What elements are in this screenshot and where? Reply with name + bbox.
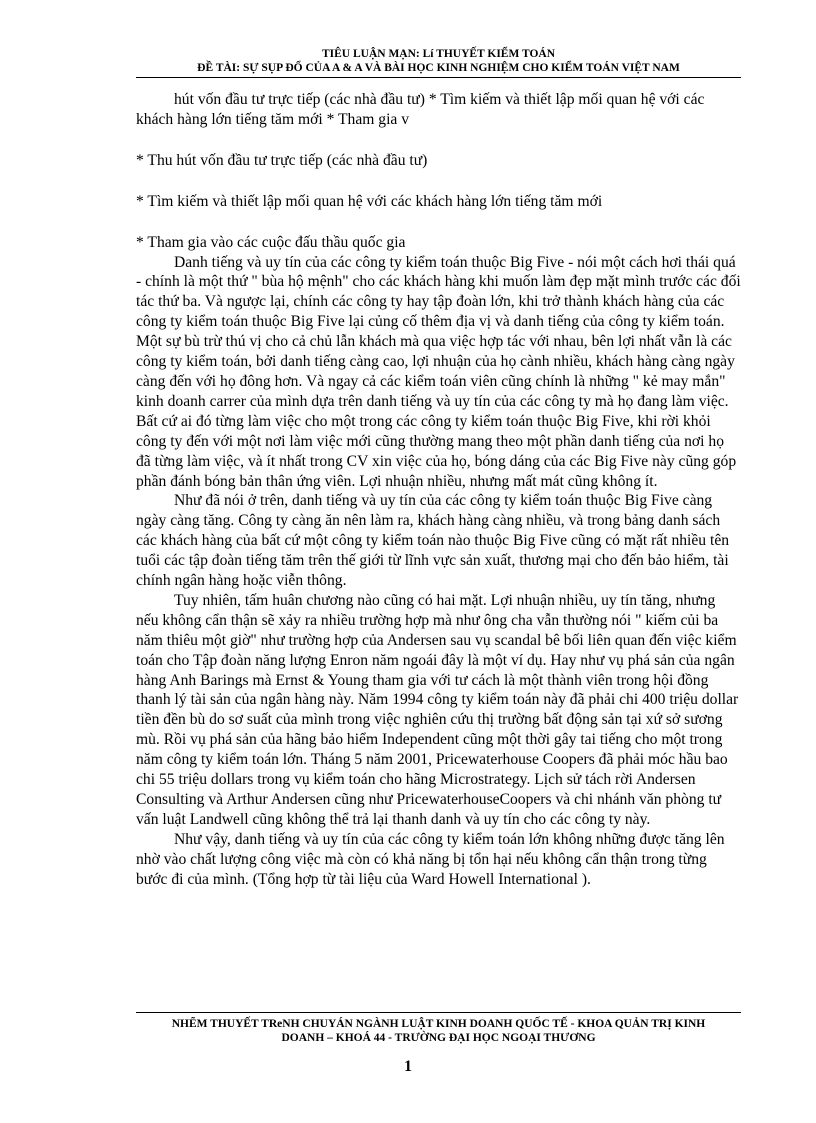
bullet-attract-investment: * Thu hút vốn đầu tư trực tiếp (các nhà đầu tư)	[136, 151, 428, 169]
paragraph-growth: Như đã nói ở trên, danh tiếng và uy tín của các công ty kiểm toán thuộc Big Five càng ngày càng tăng. Công ty càng ăn nên làm ra, khách hàng càng nhiều, và trong bảng danh sách các khách hàng của bất cứ một công ty kiểm toán nào thuộc Big Five cũng có mặt rất nhiều tên tuổi các tập đoàn tiếng tăm trên thế giới từ lĩnh vực sản xuất, thương mại cho đến bảo hiểm, tài chính ngân hàng hoặc viễn thông.	[136, 492, 730, 590]
paragraph-conclusion: Như vậy, danh tiếng và uy tín của các công ty kiểm toán lớn không những được tăng lên nhờ vào chất lượng công việc mà còn có khả năng bị tổn hại nếu không cẩn thận trong từng bước đi của mình. (Tổng hợp từ tài liệu của Ward Howell International ).	[136, 830, 725, 888]
page-header	[136, 47, 741, 78]
page-number: 1	[404, 1058, 412, 1075]
document-body	[136, 90, 741, 890]
footer-rule	[136, 1012, 741, 1013]
bullet-find-clients: * Tìm kiếm và thiết lập mối quan hệ với các khách hàng lớn tiếng tăm mới	[136, 192, 603, 210]
page-footer	[136, 1012, 741, 1045]
bullet-bidding: * Tham gia vào các cuộc đấu thầu quốc gia	[136, 233, 406, 251]
paragraph-risks: Tuy nhiên, tấm huân chương nào cũng có hai mặt. Lợi nhuận nhiều, uy tín tăng, nhưng nếu không cẩn thận sẽ xảy ra nhiều trường hợp mà như ông cha vẫn thường nói " kiếm củi ba năm thiêu một giờ" như trường hợp của Andersen sau vụ scandal bê bối liên quan đến việc kiểm toán cho Tập đoàn năng lượng Enron năm ngoái đây là một ví dụ. Hay như vụ phá sản của ngân hàng Anh Barings mà Ernst & Young tham gia với tư cách là một thành viên trong hội đồng thanh lý tài sản của ngân hàng này. Năm 1994 công ty kiểm toán này đã phải chi 400 triệu dollar tiền đền bù do sơ suất của mình trong việc nghiên cứu thị trường bất động sản tại xứ sở sương mù. Rồi vụ phá sản của hãng bảo hiểm Independent cũng một thời gây tai tiếng cho một trong năm công ty kiểm toán lớn. Tháng 5 năm 2001, Pricewaterhouse Coopers đã phải móc hầu bao chi 55 triệu dollars trong vụ kiểm toán cho hãng Microstrategy. Lịch sử tách rời Andersen Consulting và Arthur Andersen cũng như PricewaterhouseCoopers và chi nhánh văn phòng tư vấn luật Landwell cũng không thể trả lại thanh danh và uy tín cho các công ty này.	[136, 591, 739, 828]
footer-line-2: DOANH – KHOÁ 44 - TRƯỜNG ĐẠI HỌC NGOẠI THƯƠNG	[281, 1032, 596, 1044]
footer-line-1: NHẼM THUYẾT TReNH CHUYÁN NGÀNH LUẬT KINH DOANH QUỐC TẾ - KHOA QUẢN TRỊ KINH	[171, 1018, 706, 1030]
intro-paragraph: hút vốn đầu tư trực tiếp (các nhà đầu tư) * Tìm kiếm và thiết lập mối quan hệ với các khách hàng lớn tiếng tăm mới * Tham gia v	[136, 91, 705, 128]
header-title-line: TIÊU LUẬN MẠN: Lí THUYẾT KIỂM TOÁN	[321, 48, 556, 60]
header-topic-line: ĐỀ TÀI: SỰ SỤP ĐỔ CỦA A & A VÀ BÀI HỌC KINH NGHIỆM CHO KIỂM TOÁN VIỆT NAM	[197, 62, 680, 74]
header-rule	[136, 77, 741, 78]
paragraph-reputation: Danh tiếng và uy tín của các công ty kiểm toán thuộc Big Five - nói một cách hơi thái quá - chính là một thứ " bùa hộ mệnh" cho các khách hàng khi muốn làm đẹp mặt mình trước các đối tác thứ ba. Và ngược lại, chính các công ty hay tập đoàn lớn, khi trở thành khách hàng của các công ty kiểm toán thuộc Big Five lại củng cố thêm địa vị và danh tiếng của công ty kiểm toán. Một sự bù trừ thú vị cho cả chủ lẫn khách mà qua việc hợp tác với nhau, bên lợi nhất vẫn là các công ty kiểm toán, bởi danh tiếng càng cao, lợi nhuận của họ cành nhiều, khách hàng càng ngày càng đến với họ đông hơn. Và ngay cả các kiểm toán viên cũng chính là những " kẻ may mắn" kinh doanh carrer của mình dựa trên danh tiếng và uy tín của các công ty mà họ đang làm việc. Bất cứ ai đó từng làm việc cho một trong các công ty kiểm toán thuộc Big Five, khi rời khỏi công ty đến với một nơi làm việc mới cũng thường mang theo một phần danh tiếng của nơi họ đã từng làm việc, và ít nhất trong CV xin việc của họ, bóng dáng của các Big Five này cũng góp phần đánh bóng bản thân ứng viên. Lợi nhuận nhiều, nhưng mất mát cũng không ít.	[136, 253, 741, 490]
